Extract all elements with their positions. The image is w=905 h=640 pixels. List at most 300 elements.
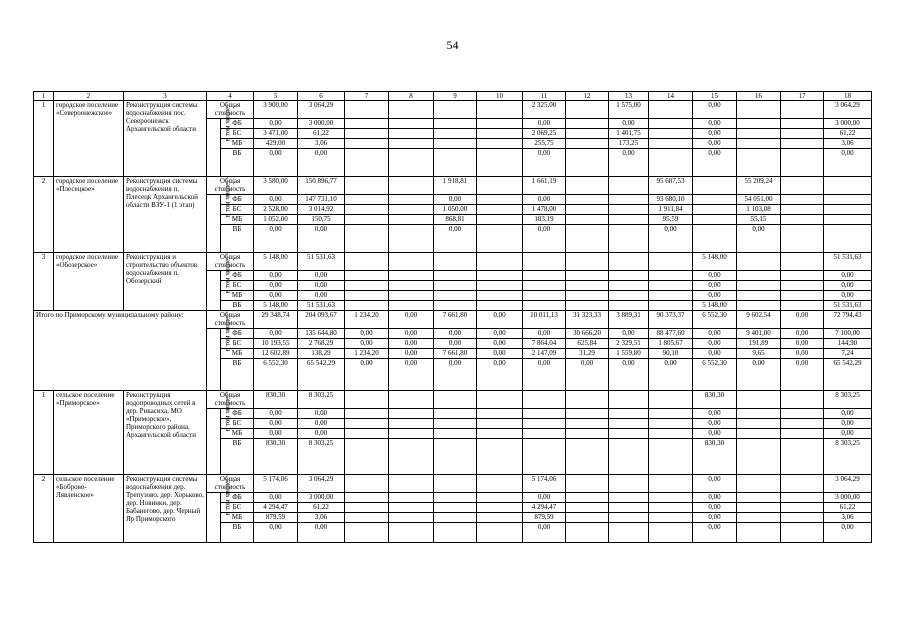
value-cell [781, 205, 824, 215]
value-cell [781, 419, 824, 429]
value-cell: 2 325,00 [523, 101, 566, 119]
value-cell: 0,00 [254, 429, 298, 439]
value-cell: 0,00 [693, 349, 737, 359]
value-cell: 72 794,43 [824, 311, 872, 329]
value-cell: 3 000,00 [824, 119, 872, 129]
value-cell: 90,10 [649, 349, 693, 359]
including-label [207, 314, 232, 391]
value-cell [781, 195, 824, 205]
value-cell [477, 149, 523, 177]
funding-source: МБ [221, 429, 254, 439]
value-cell: 0,00 [254, 225, 298, 253]
value-cell: 0,00 [693, 503, 737, 513]
value-cell [345, 301, 389, 311]
value-cell: 3,06 [824, 139, 872, 149]
value-cell [781, 119, 824, 129]
project-description: Реконструкция водопроводных сетей в дер. Рикасиха, МО «Приморское», Приморского района, Архангельской области [124, 391, 207, 475]
value-cell: 4 294,47 [523, 503, 566, 513]
value-cell: 0,00 [609, 149, 649, 177]
value-cell: 51 531,63 [824, 253, 872, 271]
value-cell [477, 177, 523, 195]
value-cell: 3,06 [824, 513, 872, 523]
value-cell [609, 475, 649, 493]
value-cell: 0,00 [824, 523, 872, 543]
value-cell [781, 523, 824, 543]
value-cell [824, 195, 872, 205]
value-cell [345, 513, 389, 523]
value-cell [477, 475, 523, 493]
value-cell [781, 271, 824, 281]
value-cell [434, 119, 477, 129]
value-cell: 0,00 [824, 429, 872, 439]
value-cell [781, 129, 824, 139]
funding-source: ФБ [221, 493, 254, 503]
value-cell [737, 281, 781, 291]
value-cell: 0,00 [649, 359, 693, 391]
value-cell [693, 225, 737, 253]
value-cell: 0,00 [254, 291, 298, 301]
value-cell: 0,00 [523, 119, 566, 129]
value-cell [566, 301, 609, 311]
value-cell: 173,25 [609, 139, 649, 149]
value-cell [649, 503, 693, 513]
value-cell: 147 731,10 [298, 195, 345, 205]
value-cell: 150 896,77 [298, 177, 345, 195]
value-cell [737, 119, 781, 129]
value-cell: 0,00 [345, 339, 389, 349]
value-cell [566, 475, 609, 493]
value-cell [824, 225, 872, 253]
value-cell [389, 439, 434, 475]
value-cell: 6 552,30 [693, 311, 737, 329]
value-cell: 5 174,06 [523, 475, 566, 493]
value-cell [523, 271, 566, 281]
value-cell: 3 900,00 [254, 101, 298, 119]
value-cell: 61,22 [298, 129, 345, 139]
value-cell: 0,00 [693, 513, 737, 523]
value-cell: 3 064,29 [824, 475, 872, 493]
value-cell: 0,00 [477, 359, 523, 391]
value-cell [434, 129, 477, 139]
value-cell: 183,19 [523, 215, 566, 225]
value-cell: 0,00 [693, 119, 737, 129]
value-cell [693, 215, 737, 225]
value-cell [737, 419, 781, 429]
value-cell [389, 129, 434, 139]
value-cell: 0,00 [254, 329, 298, 339]
value-cell [566, 391, 609, 409]
value-cell: 0,00 [609, 329, 649, 339]
table-row [34, 177, 872, 195]
value-cell [649, 101, 693, 119]
value-cell: 2 147,09 [523, 349, 566, 359]
value-cell [434, 419, 477, 429]
value-cell: 0,00 [345, 329, 389, 339]
value-cell: 0,00 [477, 349, 523, 359]
value-cell [434, 271, 477, 281]
funding-source: БС [221, 339, 254, 349]
value-cell [649, 429, 693, 439]
value-cell [566, 253, 609, 271]
value-cell [649, 271, 693, 281]
value-cell: 4 294,47 [254, 503, 298, 513]
value-cell [824, 215, 872, 225]
value-cell: 0,00 [693, 523, 737, 543]
value-cell [389, 215, 434, 225]
column-header: 12 [566, 92, 609, 101]
value-cell: 8 303,25 [298, 439, 345, 475]
value-cell [649, 409, 693, 419]
value-cell: 2 069,25 [523, 129, 566, 139]
value-cell [345, 475, 389, 493]
value-cell [824, 177, 872, 195]
value-cell: 0,00 [649, 225, 693, 253]
value-cell [566, 419, 609, 429]
funding-source: БС [221, 281, 254, 291]
value-cell [566, 177, 609, 195]
value-cell [609, 513, 649, 523]
value-cell [477, 523, 523, 543]
value-cell [477, 129, 523, 139]
column-header: 7 [345, 92, 389, 101]
value-cell [389, 503, 434, 513]
value-cell [649, 419, 693, 429]
value-cell [781, 149, 824, 177]
value-cell [345, 291, 389, 301]
value-cell [609, 225, 649, 253]
including-text: в том числе: [223, 394, 232, 432]
value-cell: 90 373,37 [649, 311, 693, 329]
value-cell [434, 139, 477, 149]
value-cell [477, 513, 523, 523]
value-cell: 0,00 [781, 349, 824, 359]
value-cell: 31 323,33 [566, 311, 609, 329]
value-cell: 0,00 [693, 329, 737, 339]
value-cell [345, 195, 389, 205]
value-cell [523, 429, 566, 439]
value-cell: 1 805,67 [649, 339, 693, 349]
value-cell: 830,30 [693, 391, 737, 409]
value-cell [566, 503, 609, 513]
funding-source: ВБ [221, 301, 254, 311]
value-cell [389, 291, 434, 301]
value-cell [649, 291, 693, 301]
including-label [207, 256, 232, 311]
value-cell [609, 429, 649, 439]
value-cell: 1 918,81 [434, 177, 477, 195]
column-header: 17 [781, 92, 824, 101]
value-cell [389, 205, 434, 215]
value-cell [345, 225, 389, 253]
value-cell [389, 493, 434, 503]
value-cell: 30 666,20 [566, 329, 609, 339]
value-cell: 0,00 [693, 139, 737, 149]
total-cost-label: Общая стоимость [207, 311, 254, 329]
value-cell: 0,00 [254, 149, 298, 177]
value-cell [345, 215, 389, 225]
value-cell: 0,00 [781, 339, 824, 349]
value-cell [566, 129, 609, 139]
value-cell: 0,00 [523, 195, 566, 205]
funding-source: БС [221, 129, 254, 139]
value-cell [649, 253, 693, 271]
value-cell [649, 119, 693, 129]
value-cell [523, 253, 566, 271]
value-cell: 0,00 [298, 271, 345, 281]
including-label [207, 478, 232, 543]
value-cell: 0,00 [434, 339, 477, 349]
value-cell [389, 195, 434, 205]
column-header: 16 [737, 92, 781, 101]
value-cell [389, 253, 434, 271]
value-cell: 0,00 [693, 101, 737, 119]
value-cell: 0,00 [693, 271, 737, 281]
value-cell [566, 101, 609, 119]
value-cell: 7 864,04 [523, 339, 566, 349]
value-cell [609, 409, 649, 419]
value-cell: 29 348,74 [254, 311, 298, 329]
column-header: 2 [54, 92, 124, 101]
value-cell: 0,00 [298, 281, 345, 291]
value-cell: 0,00 [254, 523, 298, 543]
value-cell: 135 644,80 [298, 329, 345, 339]
header-row [34, 92, 872, 101]
value-cell [389, 391, 434, 409]
value-cell [649, 301, 693, 311]
value-cell: 3,06 [298, 513, 345, 523]
value-cell [345, 409, 389, 419]
value-cell [345, 429, 389, 439]
value-cell [345, 419, 389, 429]
value-cell: 3 064,29 [298, 475, 345, 493]
budget-table [33, 91, 872, 543]
value-cell [566, 195, 609, 205]
value-cell [781, 503, 824, 513]
value-cell [781, 391, 824, 409]
value-cell [477, 439, 523, 475]
value-cell: 2 329,51 [609, 339, 649, 349]
column-header: 5 [254, 92, 298, 101]
value-cell: 625,84 [566, 339, 609, 349]
column-header: 3 [124, 92, 207, 101]
value-cell: 3 000,00 [298, 119, 345, 129]
value-cell: 95,59 [649, 215, 693, 225]
value-cell [566, 429, 609, 439]
value-cell [609, 523, 649, 543]
value-cell: 0,00 [824, 419, 872, 429]
value-cell [523, 391, 566, 409]
value-cell: 0,00 [693, 419, 737, 429]
value-cell: 0,00 [434, 225, 477, 253]
value-cell [609, 391, 649, 409]
value-cell [609, 253, 649, 271]
value-cell [477, 281, 523, 291]
value-cell [737, 513, 781, 523]
value-cell [477, 139, 523, 149]
value-cell [345, 129, 389, 139]
value-cell [477, 291, 523, 301]
value-cell [566, 119, 609, 129]
value-cell: 1 401,75 [609, 129, 649, 139]
value-cell: 0,00 [693, 149, 737, 177]
value-cell: 3 580,00 [254, 177, 298, 195]
value-cell: 3 064,29 [824, 101, 872, 119]
total-label: Итого по Приморскому муниципальному району: [34, 311, 207, 391]
value-cell [737, 391, 781, 409]
value-cell [566, 139, 609, 149]
value-cell: 3 064,29 [298, 101, 345, 119]
value-cell [345, 149, 389, 177]
value-cell: 9,65 [737, 349, 781, 359]
funding-source: ВБ [221, 523, 254, 543]
value-cell: 0,00 [254, 281, 298, 291]
value-cell [781, 225, 824, 253]
value-cell: 0,00 [824, 409, 872, 419]
column-header: 10 [477, 92, 523, 101]
item-number: 2 [34, 177, 54, 253]
value-cell: 1 559,80 [609, 349, 649, 359]
project-description: Реконструкция системы водоснабжения пос. Североонежск Архангельской области [124, 101, 207, 177]
including-text: в том числе: [223, 314, 232, 352]
value-cell: 0,00 [693, 339, 737, 349]
value-cell [389, 139, 434, 149]
value-cell: 88 477,60 [649, 329, 693, 339]
value-cell: 65 542,29 [824, 359, 872, 391]
value-cell: 1 103,08 [737, 205, 781, 215]
value-cell: 3 000,00 [298, 493, 345, 503]
settlement-name: городское поселение «Североонежское» [54, 101, 124, 177]
value-cell: 9 401,00 [737, 329, 781, 339]
value-cell [609, 195, 649, 205]
value-cell: 6 552,30 [693, 359, 737, 391]
value-cell [737, 149, 781, 177]
including-text: в том числе: [223, 478, 232, 516]
item-number: 1 [34, 391, 54, 475]
value-cell: 830,30 [693, 439, 737, 475]
table-row [34, 101, 872, 119]
value-cell [566, 493, 609, 503]
value-cell: 879,59 [254, 513, 298, 523]
value-cell: 0,00 [781, 329, 824, 339]
value-cell [345, 139, 389, 149]
value-cell [781, 281, 824, 291]
value-cell [477, 391, 523, 409]
value-cell [737, 129, 781, 139]
column-header: 1 [34, 92, 54, 101]
value-cell [649, 149, 693, 177]
value-cell: 51 531,63 [298, 301, 345, 311]
value-cell [781, 253, 824, 271]
column-header: 18 [824, 92, 872, 101]
value-cell: 204 093,67 [298, 311, 345, 329]
value-cell: 0,00 [434, 195, 477, 205]
including-text: в том числе: [223, 256, 232, 294]
value-cell: 0,00 [254, 119, 298, 129]
value-cell [781, 475, 824, 493]
value-cell [345, 177, 389, 195]
value-cell: 1 234,20 [345, 349, 389, 359]
value-cell [566, 513, 609, 523]
funding-source: МБ [221, 349, 254, 359]
funding-source: МБ [221, 513, 254, 523]
value-cell [477, 429, 523, 439]
value-cell [434, 429, 477, 439]
page-number: 54 [446, 38, 459, 52]
value-cell: 7 100,00 [824, 329, 872, 339]
value-cell: 0,00 [254, 419, 298, 429]
value-cell [389, 475, 434, 493]
table-body [34, 92, 872, 543]
value-cell [434, 253, 477, 271]
value-cell: 2 768,29 [298, 339, 345, 349]
value-cell [434, 475, 477, 493]
funding-source: ВБ [221, 225, 254, 253]
value-cell [477, 409, 523, 419]
value-cell: 0,00 [824, 271, 872, 281]
value-cell [566, 409, 609, 419]
value-cell [649, 493, 693, 503]
column-header: 4 [207, 92, 254, 101]
value-cell [477, 215, 523, 225]
value-cell [566, 205, 609, 215]
value-cell: 0,00 [298, 523, 345, 543]
value-cell [649, 391, 693, 409]
funding-source: БС [221, 419, 254, 429]
value-cell: 868,81 [434, 215, 477, 225]
value-cell [345, 503, 389, 513]
value-cell [389, 225, 434, 253]
value-cell: 61,22 [298, 503, 345, 513]
value-cell [649, 439, 693, 475]
value-cell: 0,00 [434, 359, 477, 391]
value-cell [345, 205, 389, 215]
value-cell: 5 148,00 [254, 301, 298, 311]
value-cell [781, 409, 824, 419]
value-cell: 3 889,31 [609, 311, 649, 329]
value-cell: 7 661,80 [434, 349, 477, 359]
funding-source: ВБ [221, 439, 254, 475]
value-cell: 2 528,00 [254, 205, 298, 215]
value-cell: 0,00 [298, 291, 345, 301]
value-cell: 0,00 [523, 225, 566, 253]
value-cell: 0,00 [523, 149, 566, 177]
value-cell [434, 503, 477, 513]
value-cell: 55 209,24 [737, 177, 781, 195]
value-cell: 0,00 [434, 329, 477, 339]
funding-source: МБ [221, 139, 254, 149]
value-cell: 0,00 [477, 339, 523, 349]
value-cell: 0,00 [737, 225, 781, 253]
funding-source: ФБ [221, 119, 254, 129]
value-cell [523, 439, 566, 475]
value-cell [345, 281, 389, 291]
funding-source: ФБ [221, 409, 254, 419]
value-cell: 1 661,19 [523, 177, 566, 195]
funding-source: ФБ [221, 329, 254, 339]
value-cell [737, 101, 781, 119]
value-cell [477, 119, 523, 129]
value-cell: 1 234,20 [345, 311, 389, 329]
value-cell [693, 177, 737, 195]
value-cell: 1 478,00 [523, 205, 566, 215]
value-cell [609, 301, 649, 311]
value-cell: 0,00 [566, 359, 609, 391]
value-cell: 0,00 [389, 349, 434, 359]
value-cell: 1 575,00 [609, 101, 649, 119]
table-row [34, 253, 872, 271]
value-cell: 0,00 [254, 409, 298, 419]
settlement-name: сельское поселение «Приморское» [54, 391, 124, 475]
